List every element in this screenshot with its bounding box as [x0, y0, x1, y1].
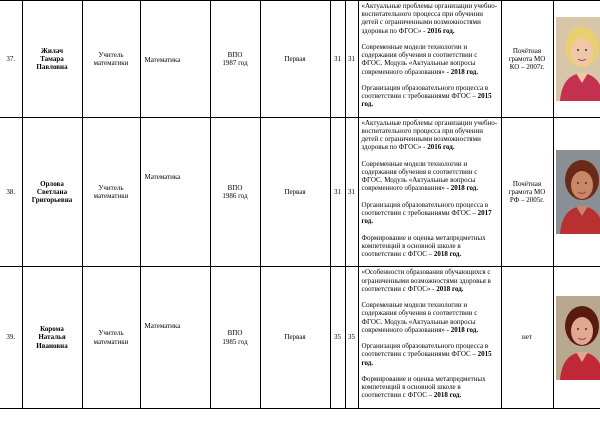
course-year: 2015 год.: [361, 92, 492, 109]
training-courses: [358, 1, 501, 118]
name-line: Корома: [40, 325, 64, 334]
course-item: [362, 342, 499, 367]
course-year: 2018 год.: [450, 325, 479, 334]
course-year: 2017 год.: [361, 209, 492, 226]
teacher-award: [501, 1, 553, 118]
course-list: [359, 118, 501, 258]
education-line: ВПО: [227, 183, 243, 192]
row-number-text: 39.: [6, 333, 16, 342]
award-line: Почётная: [512, 46, 542, 55]
name-line: Тамара: [40, 54, 64, 63]
education-line: ВПО: [227, 329, 243, 338]
course-list: [359, 1, 501, 109]
name-line: Наталья: [38, 333, 66, 342]
teacher-subject: [140, 1, 210, 118]
course-year: 2018 год.: [450, 184, 479, 193]
course-item: [362, 160, 499, 193]
course-year: 2018 год.: [433, 250, 462, 258]
award-line: Почётная: [512, 179, 542, 188]
teacher-photo: [553, 117, 600, 267]
course-year: 2016 год.: [427, 143, 455, 152]
teacher-category: Первая: [260, 267, 330, 408]
table-row: [0, 1, 600, 118]
portrait-image: [556, 150, 600, 234]
name-line: Светлана: [36, 187, 68, 196]
course-item: [362, 375, 499, 400]
teacher-name: [22, 267, 82, 408]
row-number-text: 37.: [6, 54, 16, 63]
experience-total: 35: [330, 267, 345, 408]
position-line: Учитель: [98, 183, 124, 192]
table-row: [0, 267, 600, 408]
experience-pedagogical: 35: [345, 267, 358, 408]
portrait-image: [556, 17, 600, 101]
name-line: Ивановна: [36, 341, 68, 350]
award-line: грамота МО: [508, 54, 546, 63]
position-line: Учитель: [98, 329, 124, 338]
education-line: 1985 год: [222, 337, 248, 346]
course-title: Формирование и оценка метапредметных компетенций в основной школе в соответствии с ФГОС –: [361, 233, 486, 258]
course-item: [362, 43, 499, 76]
course-title: Организация образовательного процесса в соответствии с требованиями ФГОС –: [361, 200, 489, 217]
table-row: [0, 117, 600, 267]
course-title: Организация образовательного процесса в соответствии с требованиями ФГОС –: [361, 342, 489, 359]
name-line: Павловна: [36, 63, 68, 71]
course-year: 2015 год.: [361, 350, 492, 367]
teacher-award: [501, 117, 553, 267]
education-line: 1986 год: [222, 192, 248, 201]
teacher-photo: [553, 267, 600, 408]
course-year: 2018 год.: [433, 391, 462, 400]
course-title: Организация образовательного процесса в соответствии с требованиями ФГОС –: [361, 84, 489, 101]
teacher-category: Первая: [260, 117, 330, 267]
course-year: 2018 год.: [450, 67, 479, 76]
course-title: «Особенности образования обучающихся с ограниченными возможностями здоровья в соответствии с ФГОС» -: [361, 268, 491, 293]
course-title: Современные модели технологии и содержания обучения в соответствии с ФГОС. Модуль «Актуальные вопросы современного образования» -: [361, 301, 478, 334]
teacher-subject: [140, 117, 210, 267]
teacher-position: [82, 1, 140, 118]
teacher-position: [82, 267, 140, 408]
position-line: математики: [93, 58, 129, 67]
education-line: 1987 год: [222, 58, 248, 67]
course-item: [362, 268, 499, 293]
position-line: Учитель: [98, 50, 124, 59]
course-title: «Актуальные проблемы организации учебно-воспитательного процесса при обучении детей с ограниченными возможностями здоровья по ФГОС» -: [361, 118, 498, 152]
teacher-name: [22, 117, 82, 267]
teacher-education: [210, 117, 260, 267]
name-line: Орлова: [40, 179, 64, 188]
course-item: [362, 2, 499, 35]
award-line: КО – 2007г.: [509, 63, 545, 71]
teacher-award: [501, 267, 553, 408]
course-title: «Актуальные проблемы организации учебно-воспитательного процесса при обучении детей с ограниченными возможностями здоровья по ФГОС» -: [361, 2, 498, 35]
course-year: 2016 год.: [427, 26, 455, 35]
teacher-name: [22, 1, 82, 118]
award-line: грамота МО: [508, 187, 546, 196]
course-title: Современные модели технологии и содержания обучения в соответствии с ФГОС. Модуль «Актуальные вопросы современного образования» -: [361, 159, 478, 193]
row-number-text: 38.: [6, 187, 16, 196]
row-number: [0, 117, 22, 267]
teacher-education: [210, 267, 260, 408]
education-line: ВПО: [227, 50, 243, 59]
course-title: Современные модели технологии и содержания обучения в соответствии с ФГОС. Модуль «Актуальные вопросы современного образования» -: [361, 43, 478, 76]
position-line: математики: [93, 192, 129, 201]
experience-total: 31: [330, 117, 345, 267]
course-item: [362, 119, 499, 152]
subject-text: Математика: [144, 56, 181, 64]
training-courses: [358, 267, 501, 408]
row-number: [0, 267, 22, 408]
teacher-category: Первая: [260, 1, 330, 118]
award-line: нет: [522, 333, 532, 342]
experience-pedagogical: 31: [345, 117, 358, 267]
experience-total: 31: [330, 1, 345, 118]
award-line: РФ – 2005г.: [509, 196, 545, 205]
portrait-image: [556, 296, 600, 380]
teacher-subject: [140, 267, 210, 408]
course-list: [359, 267, 501, 399]
course-item: [362, 84, 499, 109]
course-item: [362, 301, 499, 334]
subject-text: Математика: [144, 322, 181, 331]
position-line: математики: [93, 337, 129, 346]
subject-text: Математика: [144, 172, 181, 181]
name-line: Жилач: [40, 46, 64, 55]
course-item: [362, 234, 499, 259]
name-line: Григорьевна: [31, 196, 73, 205]
course-title: Формирование и оценка метапредметных компетенций в основной школе в соответствии с ФГОС –: [361, 374, 486, 400]
teacher-education: [210, 1, 260, 118]
teacher-position: [82, 117, 140, 267]
training-courses: [358, 117, 501, 267]
course-item: [362, 201, 499, 226]
experience-pedagogical: 31: [345, 1, 358, 118]
row-number: [0, 1, 22, 118]
teacher-photo: [553, 1, 600, 118]
course-year: 2018 год.: [436, 284, 464, 293]
